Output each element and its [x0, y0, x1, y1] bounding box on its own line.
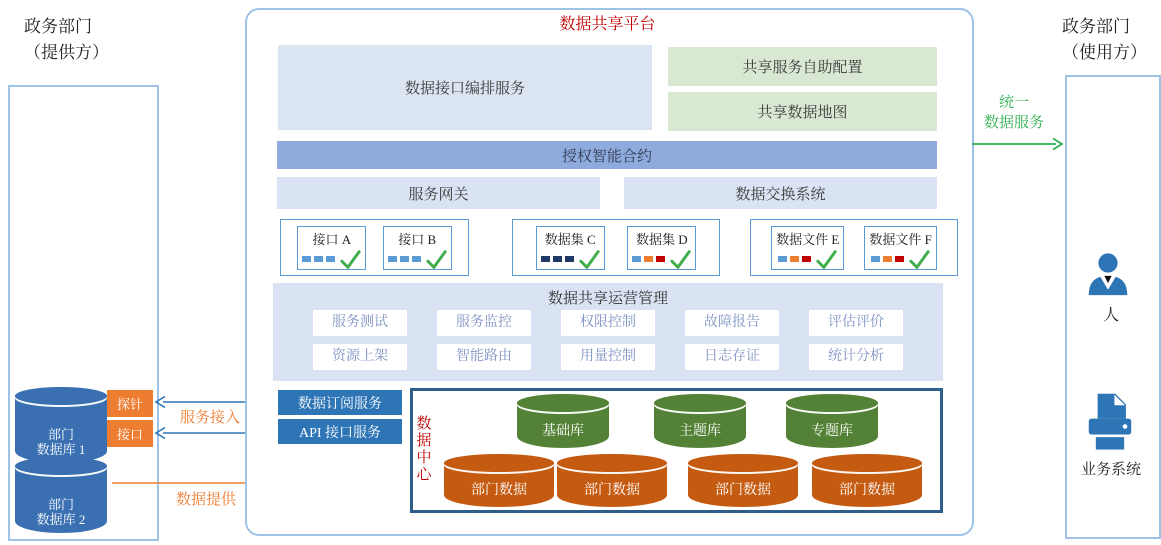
ops-btn-statistics: 统计分析: [809, 344, 903, 370]
dash-icon: [388, 256, 397, 262]
card-datafile-f: [864, 226, 936, 270]
card-status-row: [302, 250, 361, 269]
card-dataset-d: [627, 226, 696, 270]
dash-icon: [778, 256, 787, 262]
ops-row-2: [273, 344, 943, 370]
dept-database-2-cylinder: [15, 457, 107, 533]
dept-database-2-label-line1: 部门: [47, 497, 74, 513]
business-system-label: 业务系统: [1080, 462, 1141, 478]
cylinder-top: [688, 454, 798, 472]
data-provide-label: 数据提供: [175, 492, 236, 508]
dash-icon: [412, 256, 421, 262]
service-gateway-bar: 服务网关: [277, 177, 600, 209]
provider-title: [24, 14, 109, 67]
shared-data-map-block: 共享数据地图: [668, 92, 937, 131]
person-label: 人: [1102, 307, 1119, 324]
consumer-title-line1: 政务部门: [1062, 17, 1130, 36]
dash-icon: [871, 256, 880, 262]
dash-icon: [541, 256, 550, 262]
theme-db-label: 主题库: [679, 423, 721, 439]
probe-tag: [107, 390, 153, 417]
dept-data-cylinder-3: [688, 454, 798, 507]
cylinder-top: [444, 454, 554, 472]
dept-database-1-label-line2: 数据库 1: [36, 442, 86, 458]
cylinder-top: [786, 394, 878, 412]
card-label: 接口 B: [398, 231, 437, 247]
dash-icon: [565, 256, 574, 262]
card-label: 数据文件 F: [869, 231, 932, 247]
dept-data-label: 部门数据: [839, 482, 895, 498]
dash-icon: [802, 256, 811, 262]
card-dataset-c: [536, 226, 605, 270]
unified-label-line1: 统一: [998, 95, 1029, 111]
cylinder-top: [654, 394, 746, 412]
ops-btn-evaluation: 评估评价: [809, 310, 903, 336]
card-status-row: [776, 250, 839, 269]
card-interface-a: [297, 226, 366, 270]
dept-data-label: 部门数据: [715, 482, 771, 498]
self-service-config-block: 共享服务自助配置: [668, 47, 937, 86]
ops-btn-permission-control: 权限控制: [561, 310, 655, 336]
dept-database-2-label: [15, 498, 107, 528]
theme-db-cylinder: [654, 394, 746, 448]
dash-icon: [883, 256, 892, 262]
dept-database-1-label-line1: 部门: [47, 427, 74, 443]
special-db-cylinder: [786, 394, 878, 448]
dash-icon: [895, 256, 904, 262]
cylinder-top: [557, 454, 667, 472]
ops-btn-service-monitor: 服务监控: [437, 310, 531, 336]
card-label: 数据集 C: [544, 231, 596, 247]
unified-service-arrow: [972, 137, 1064, 151]
ops-btn-service-test: 服务测试: [313, 310, 407, 336]
service-access-label: 服务接入: [179, 410, 240, 426]
card-interface-b: [383, 226, 452, 270]
dash-icon: [326, 256, 335, 262]
dept-data-cylinder-2: [557, 454, 667, 507]
cylinder-top: [15, 457, 107, 475]
dash-icon: [400, 256, 409, 262]
dept-database-1-label: [15, 428, 107, 458]
card-label: 接口 A: [312, 231, 352, 247]
card-label: 数据集 D: [635, 231, 688, 247]
cylinder-top: [812, 454, 922, 472]
dash-icon: [790, 256, 799, 262]
dept-database-2-label-line2: 数据库 2: [36, 512, 86, 528]
base-db-label: 基础库: [542, 423, 584, 439]
check-icon: [816, 250, 837, 269]
dataset-cards-group: [512, 219, 720, 276]
datafile-cards-group: [750, 219, 958, 276]
dept-database-1-cylinder: [15, 387, 107, 463]
orchestration-service-block: 数据接口编排服务: [278, 45, 652, 130]
ops-management-title: 数据共享运营管理: [547, 291, 668, 307]
data-subscribe-service-button: 数据订阅服务: [278, 390, 402, 415]
ops-management-panel: [273, 283, 943, 381]
api-service-button: API 接口服务: [278, 419, 402, 444]
card-label: 数据文件 E: [776, 231, 840, 247]
check-icon: [340, 250, 361, 269]
card-status-row: [632, 250, 691, 269]
ops-btn-smart-routing: 智能路由: [437, 344, 531, 370]
ops-btn-resource-listing: 资源上架: [313, 344, 407, 370]
platform-title: 数据共享平台: [559, 16, 656, 33]
dept-data-label: 部门数据: [471, 482, 527, 498]
unified-label-line2: 数据服务: [983, 114, 1044, 131]
cylinder-top: [15, 387, 107, 405]
consumer-title: [1062, 14, 1147, 67]
base-db-cylinder: [517, 394, 609, 448]
dash-icon: [632, 256, 641, 262]
ops-btn-log-attestation: 日志存证: [685, 344, 779, 370]
dash-icon: [553, 256, 562, 262]
card-status-row: [541, 250, 600, 269]
dept-data-cylinder-1: [444, 454, 554, 507]
check-icon: [670, 250, 691, 269]
unified-data-service-label: [960, 94, 1068, 133]
dept-data-cylinder-4: [812, 454, 922, 507]
ops-row-1: [273, 310, 943, 336]
check-icon: [909, 250, 930, 269]
smart-contract-bar: 授权智能合约: [277, 141, 937, 169]
dash-icon: [314, 256, 323, 262]
data-exchange-bar: 数据交换系统: [624, 177, 937, 209]
card-status-row: [388, 250, 447, 269]
interface-cards-group: [280, 219, 469, 276]
printer-icon: [1087, 393, 1133, 453]
person-icon: [1086, 252, 1130, 296]
card-datafile-e: [771, 226, 844, 270]
dept-data-label: 部门数据: [584, 482, 640, 498]
card-status-row: [869, 250, 931, 269]
check-icon: [579, 250, 600, 269]
ops-btn-fault-report: 故障报告: [685, 310, 779, 336]
data-center-title: 数据中心: [414, 415, 431, 483]
interface-tag-label: 接口: [116, 427, 143, 442]
check-icon: [426, 250, 447, 269]
special-db-label: 专题库: [811, 423, 853, 439]
consumer-title-line2: （使用方）: [1062, 43, 1147, 63]
dash-icon: [644, 256, 653, 262]
provider-title-line1: 政务部门: [24, 17, 92, 36]
cylinder-top: [517, 394, 609, 412]
interface-tag: [107, 420, 153, 447]
probe-tag-label: 探针: [116, 397, 143, 412]
dash-icon: [656, 256, 665, 262]
provider-title-line2: （提供方）: [24, 43, 109, 63]
dash-icon: [302, 256, 311, 262]
ops-btn-usage-control: 用量控制: [561, 344, 655, 370]
